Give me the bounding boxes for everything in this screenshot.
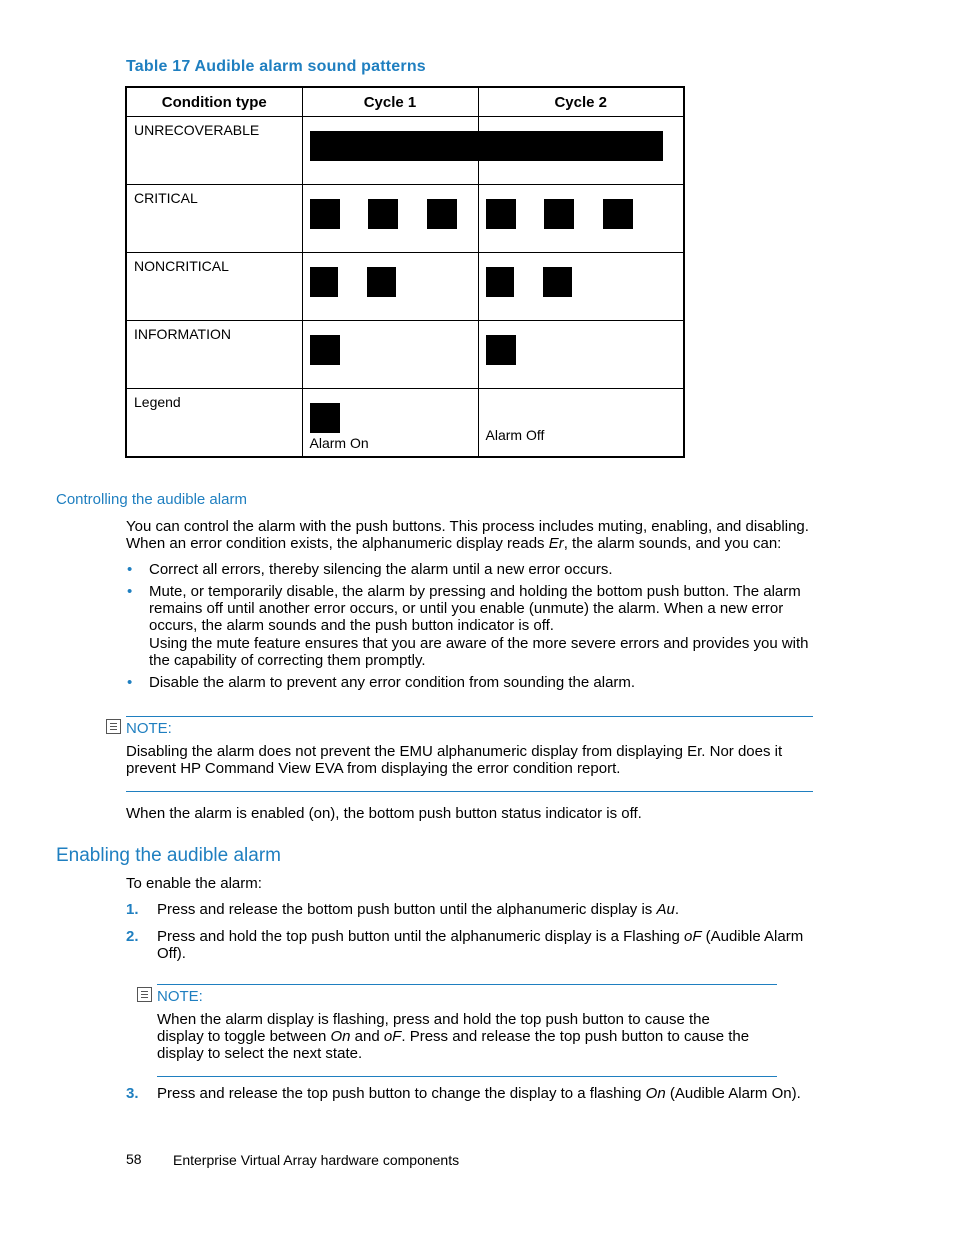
alarm-on-block: [486, 335, 516, 365]
note-icon: [106, 719, 121, 734]
legend-alarm-on-block: [310, 403, 340, 433]
table-row: [126, 185, 684, 253]
list-item: • Mute, or temporarily disable, the alarm by pressing and holding the bottom push button. The alarm remains off until another error occurs, or until you enable (unmute) the alarm. When a new error occurs, the alarm sounds and the push button indicator is off.: [127, 583, 801, 634]
table-row: [126, 117, 684, 185]
bullet-text: Correct all errors, thereby silencing the alarm until a new error occurs.: [149, 561, 613, 578]
row-label-legend: Legend: [134, 394, 181, 410]
table-row: [126, 253, 684, 321]
row-label-unrecoverable: UNRECOVERABLE: [134, 122, 260, 138]
alarm-on-block: [427, 199, 457, 229]
header-condition-type: Condition type: [126, 87, 302, 117]
alarm-on-block: [603, 199, 633, 229]
section-heading-enabling: Enabling the audible alarm: [56, 845, 281, 866]
note-text: When the alarm display is flashing, press and hold the top push button to cause the display to toggle between On and oF. Press and release the top push button to cause the display to select the next state.: [157, 1011, 750, 1062]
table-caption: Table 17 Audible alarm sound patterns: [126, 58, 426, 75]
list-item-continuation: [149, 635, 809, 669]
table-row: [126, 389, 684, 458]
alarm-on-block: [368, 199, 398, 229]
list-item: 3. Press and release the top push button to change the display to a flashing On (Audible Alarm On).: [126, 1085, 801, 1102]
table-row: [126, 321, 684, 389]
alarm-on-block: [367, 267, 396, 297]
alarm-on-block: [310, 131, 480, 161]
after-note-text: When the alarm is enabled (on), the bottom push button status indicator is off.: [126, 805, 642, 822]
bullet-text: Mute, or temporarily disable, the alarm by pressing and holding the bottom push button. The alarm remains off until another error occurs, or until you enable (unmute) the alarm. When a new error occurs, the alarm sounds and the push button indicator is off.: [149, 583, 801, 634]
legend-alarm-off-label: Alarm Off: [485, 427, 545, 443]
bullet-text: Disable the alarm to prevent any error condition from sounding the alarm.: [149, 674, 636, 691]
note-top-rule: [157, 984, 777, 985]
alarm-on-block: [486, 267, 514, 297]
note-heading: NOTE:: [106, 719, 172, 737]
intro-line-2: When an error condition exists, the alphanumeric display reads Er, the alarm sounds, and you can:: [126, 535, 782, 552]
note-text: Disabling the alarm does not prevent the EMU alphanumeric display from displaying Er. Nor does it prevent HP Command View EVA from displaying the error condition report.: [126, 743, 783, 777]
list-item: 2. Press and hold the top push button until the alphanumeric display is a Flashing oF (Audible Alarm Off).: [126, 928, 804, 962]
alarm-on-block: [310, 267, 338, 297]
alarm-on-block: [479, 131, 663, 161]
alarm-on-block: [486, 199, 516, 229]
header-cycle-2: Cycle 2: [478, 87, 684, 117]
note-top-rule: [126, 716, 813, 717]
note-bottom-rule: [126, 791, 813, 792]
section2-intro: To enable the alarm:: [126, 875, 262, 892]
header-cycle-1: Cycle 1: [302, 87, 478, 117]
row-label-critical: CRITICAL: [134, 190, 198, 206]
list-item: • Disable the alarm to prevent any error condition from sounding the alarm.: [127, 674, 636, 691]
note-bottom-rule: [157, 1076, 777, 1077]
list-item: 1. Press and release the bottom push button until the alphanumeric display is Au.: [126, 901, 679, 918]
legend-alarm-on-label: Alarm On: [309, 435, 369, 451]
intro-line-1: You can control the alarm with the push buttons. This process includes muting, enabling, and disabling.: [126, 518, 809, 535]
alarm-patterns-table: [125, 86, 685, 458]
row-label-information: INFORMATION: [134, 326, 231, 342]
note-icon: [137, 987, 152, 1002]
page-number: 58: [126, 1151, 142, 1167]
alarm-on-block: [543, 267, 572, 297]
row-label-noncritical: NONCRITICAL: [134, 258, 229, 274]
footer-title: Enterprise Virtual Array hardware components: [173, 1152, 460, 1168]
bullet-text: Using the mute feature ensures that you are aware of the more severe errors and provides you with the capability of correcting them promptly.: [149, 635, 809, 669]
section-heading-controlling: Controlling the audible alarm: [56, 491, 247, 508]
alarm-on-block: [310, 335, 340, 365]
section1-intro: [126, 518, 836, 552]
list-item: • Correct all errors, thereby silencing the alarm until a new error occurs.: [127, 561, 613, 578]
table-header-row: [126, 87, 684, 117]
alarm-on-block: [544, 199, 574, 229]
alarm-on-block: [310, 199, 340, 229]
note-heading: NOTE:: [137, 987, 203, 1005]
